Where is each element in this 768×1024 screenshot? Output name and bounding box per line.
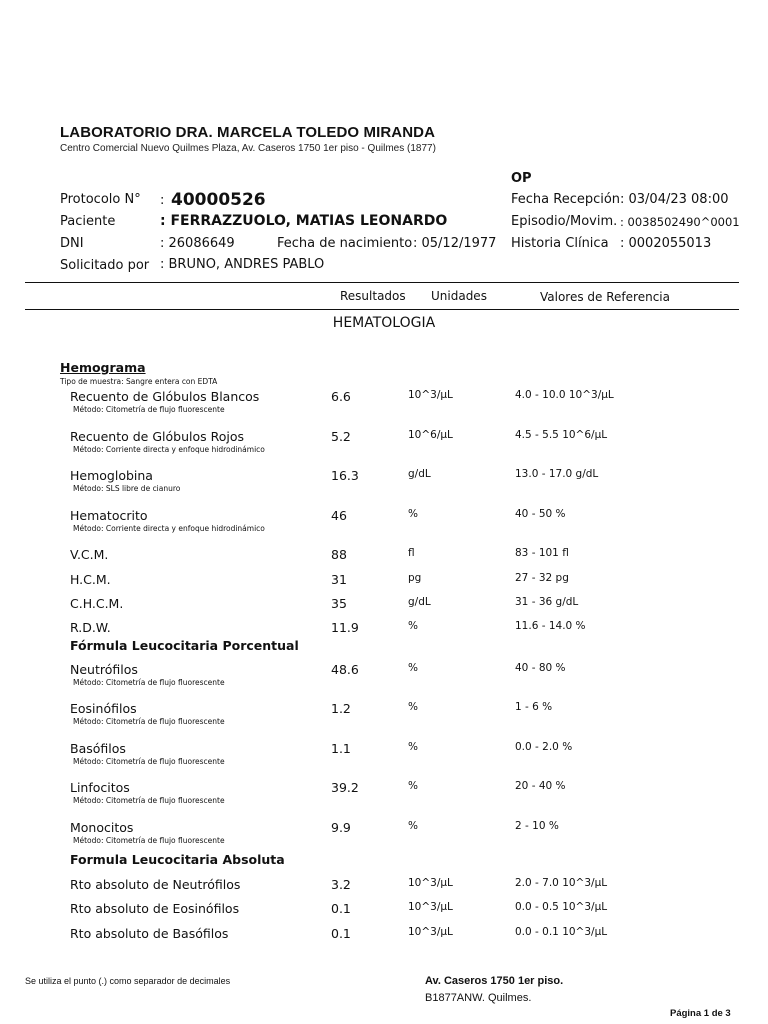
test-unit: pg — [408, 572, 422, 584]
table-row — [0, 596, 768, 618]
table-row — [0, 547, 768, 569]
test-unit: % — [408, 508, 418, 520]
test-unit: 10^3/µL — [408, 877, 453, 889]
test-unit: g/dL — [408, 468, 431, 480]
patient-label: Paciente — [60, 214, 116, 229]
protocol-label: Protocolo N° — [60, 192, 141, 207]
test-reference: 11.6 - 14.0 % — [515, 620, 586, 632]
test-result: 88 — [331, 547, 347, 562]
test-name: Recuento de Glóbulos Rojos — [70, 429, 245, 444]
test-result: 46 — [331, 508, 347, 523]
table-row — [0, 780, 768, 820]
test-reference: 27 - 32 pg — [515, 572, 569, 584]
test-reference: 40 - 50 % — [515, 508, 566, 520]
table-row — [0, 662, 768, 702]
test-result: 0.1 — [331, 901, 351, 916]
test-result: 5.2 — [331, 429, 351, 444]
dni-value: : 26086649 — [160, 236, 235, 251]
test-method: Método: Citometría de flujo fluorescente — [73, 757, 225, 766]
header-top-rule — [25, 282, 739, 283]
test-result: 0.1 — [331, 926, 351, 941]
col-reference: Valores de Referencia — [540, 290, 670, 304]
test-reference: 2.0 - 7.0 10^3/µL — [515, 877, 608, 889]
group-title: Hemograma — [60, 360, 146, 375]
test-method: Método: Citometría de flujo fluorescente — [73, 717, 225, 726]
table-row — [0, 741, 768, 781]
test-method: Método: SLS libre de cianuro — [73, 484, 181, 493]
test-reference: 4.0 - 10.0 10^3/µL — [515, 389, 614, 401]
test-name: V.C.M. — [70, 547, 109, 562]
test-result: 9.9 — [331, 820, 351, 835]
test-result: 3.2 — [331, 877, 351, 892]
test-name: Rto absoluto de Neutrófilos — [70, 877, 241, 892]
test-reference: 13.0 - 17.0 g/dL — [515, 468, 599, 480]
test-result: 39.2 — [331, 780, 359, 795]
test-name: Rto absoluto de Eosinófilos — [70, 901, 240, 916]
section-title: HEMATOLOGIA — [332, 315, 436, 331]
test-name: Neutrófilos — [70, 662, 138, 677]
test-method: Método: Citometría de flujo fluorescente — [73, 836, 225, 845]
requested-label: Solicitado por — [60, 258, 150, 273]
table-row — [0, 429, 768, 469]
lab-name: LABORATORIO DRA. MARCELA TOLEDO MIRANDA — [60, 124, 435, 141]
reception-label: Fecha Recepción — [511, 192, 621, 207]
test-unit: 10^3/µL — [408, 901, 453, 913]
reception-value: : 03/04/23 08:00 — [620, 192, 729, 207]
episode-value: : 0038502490^0001 — [620, 215, 740, 229]
test-unit: fl — [408, 547, 415, 559]
test-result: 31 — [331, 572, 347, 587]
test-reference: 4.5 - 5.5 10^6/µL — [515, 429, 608, 441]
test-result: 35 — [331, 596, 347, 611]
table-row — [0, 572, 768, 594]
test-name: Rto absoluto de Basófilos — [70, 926, 229, 941]
test-result: 1.2 — [331, 701, 351, 716]
test-method: Método: Corriente directa y enfoque hidrodinámico — [73, 524, 265, 533]
patient-name: : FERRAZZUOLO, MATIAS LEONARDO — [160, 213, 448, 229]
history-value: : 0002055013 — [620, 236, 712, 251]
subsection-absolute: Formula Leucocitaria Absoluta — [70, 852, 285, 867]
subsection-percent: Fórmula Leucocitaria Porcentual — [70, 638, 299, 653]
test-name: Linfocitos — [70, 780, 130, 795]
test-unit: 10^3/µL — [408, 926, 453, 938]
table-row — [0, 389, 768, 429]
test-method: Método: Corriente directa y enfoque hidrodinámico — [73, 445, 265, 454]
history-label: Historia Clínica — [511, 236, 609, 251]
test-reference: 31 - 36 g/dL — [515, 596, 579, 608]
test-method: Método: Citometría de flujo fluorescente — [73, 796, 225, 805]
table-row — [0, 701, 768, 741]
table-row — [0, 620, 768, 638]
table-row — [0, 468, 768, 508]
footer-address-line2: B1877ANW. Quilmes. — [425, 992, 532, 1004]
test-name: Monocitos — [70, 820, 134, 835]
test-name: Basófilos — [70, 741, 126, 756]
test-name: C.H.C.M. — [70, 596, 124, 611]
test-reference: 0.0 - 2.0 % — [515, 741, 573, 753]
test-name: Hemoglobina — [70, 468, 153, 483]
test-unit: 10^6/µL — [408, 429, 453, 441]
test-unit: g/dL — [408, 596, 431, 608]
dni-label: DNI — [60, 236, 84, 251]
test-unit: 10^3/µL — [408, 389, 453, 401]
test-unit: % — [408, 820, 418, 832]
footer-address-line1: Av. Caseros 1750 1er piso. — [425, 975, 564, 987]
col-results: Resultados — [340, 289, 406, 303]
test-reference: 0.0 - 0.1 10^3/µL — [515, 926, 608, 938]
table-row — [0, 926, 768, 948]
test-name: Hematocrito — [70, 508, 148, 523]
test-unit: % — [408, 741, 418, 753]
op-label: OP — [511, 171, 532, 186]
test-reference: 20 - 40 % — [515, 780, 566, 792]
test-unit: % — [408, 662, 418, 674]
test-reference: 0.0 - 0.5 10^3/µL — [515, 901, 608, 913]
sample-type: Tipo de muestra: Sangre entera con EDTA — [60, 377, 218, 386]
table-row — [0, 508, 768, 548]
test-result: 11.9 — [331, 620, 359, 635]
test-reference: 2 - 10 % — [515, 820, 559, 832]
test-name: Recuento de Glóbulos Blancos — [70, 389, 260, 404]
birth-value: : 05/12/1977 — [413, 236, 497, 251]
page-number: Página 1 de 3 — [670, 1008, 731, 1019]
test-unit: % — [408, 701, 418, 713]
test-reference: 40 - 80 % — [515, 662, 566, 674]
birth-label: Fecha de nacimiento — [277, 236, 413, 251]
test-unit: % — [408, 620, 418, 632]
test-reference: 1 - 6 % — [515, 701, 553, 713]
test-result: 16.3 — [331, 468, 359, 483]
lab-address: Centro Comercial Nuevo Quilmes Plaza, Av. Caseros 1750 1er piso - Quilmes (1877) — [60, 143, 436, 154]
test-reference: 83 - 101 fl — [515, 547, 569, 559]
test-result: 6.6 — [331, 389, 351, 404]
test-method: Método: Citometría de flujo fluorescente — [73, 678, 225, 687]
test-result: 1.1 — [331, 741, 351, 756]
episode-label: Episodio/Movim. — [511, 214, 618, 229]
header-bottom-rule — [25, 309, 739, 310]
protocol-number: 40000526 — [171, 190, 266, 210]
protocol-colon: : — [160, 193, 165, 208]
test-name: R.D.W. — [70, 620, 111, 635]
requested-value: : BRUNO, ANDRES PABLO — [160, 257, 325, 272]
test-name: Eosinófilos — [70, 701, 137, 716]
test-method: Método: Citometría de flujo fluorescente — [73, 405, 225, 414]
test-name: H.C.M. — [70, 572, 111, 587]
table-row — [0, 877, 768, 899]
table-row — [0, 901, 768, 923]
col-units: Unidades — [431, 289, 487, 303]
decimal-note: Se utiliza el punto (.) como separador de decimales — [25, 976, 231, 986]
test-result: 48.6 — [331, 662, 359, 677]
test-unit: % — [408, 780, 418, 792]
